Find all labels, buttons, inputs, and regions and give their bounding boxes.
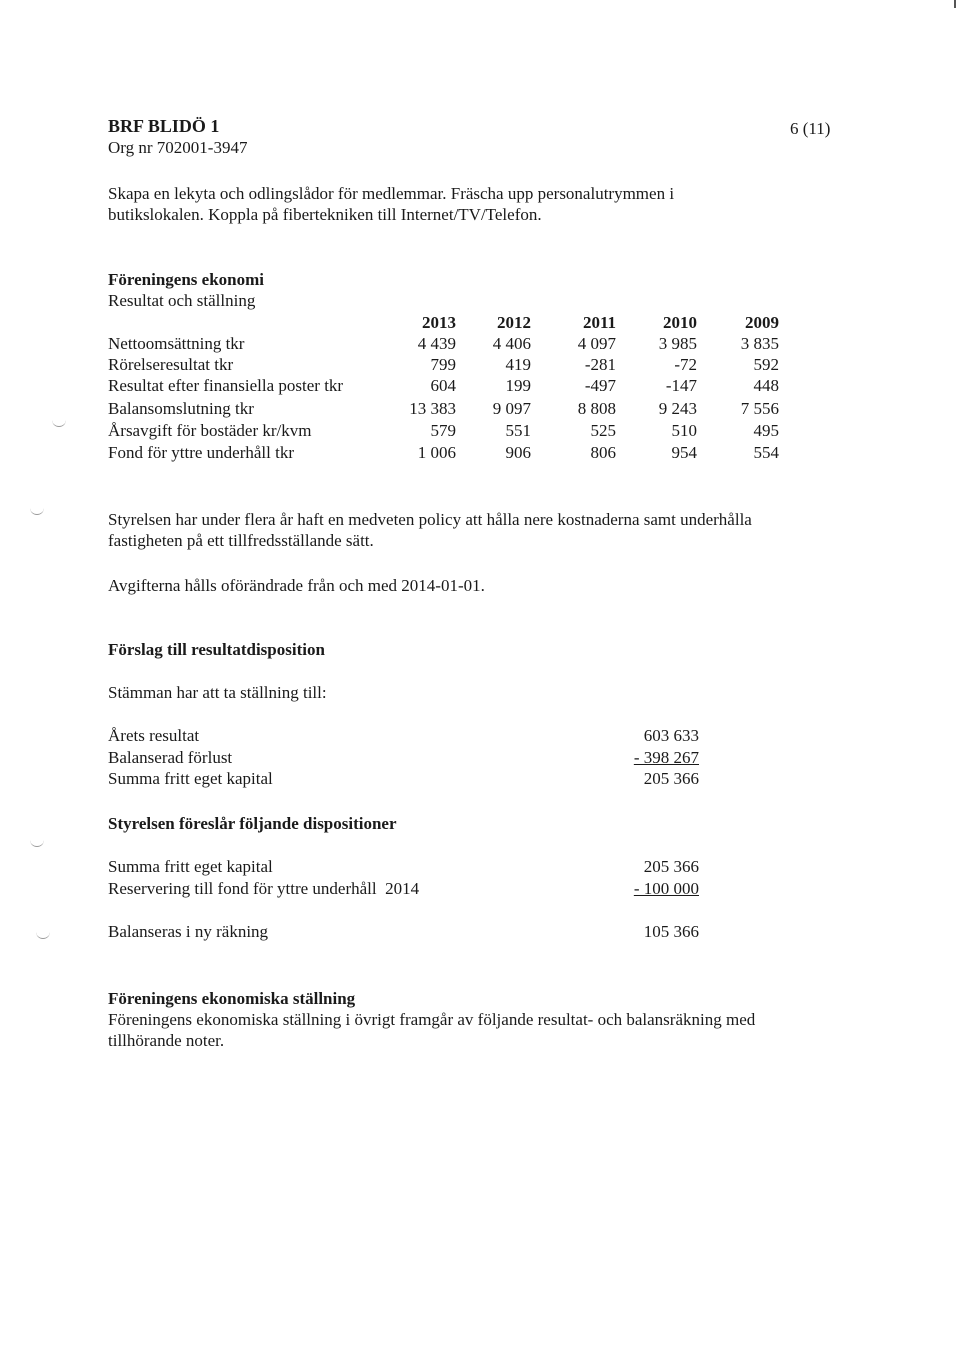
cell-value: 4 406 [492,334,531,353]
page-number: 6 (11) [790,119,831,138]
cell-value: 3 835 [740,334,779,353]
cell-value: 906 [505,443,531,462]
table-row [0,375,960,396]
row-label: Årsavgift för bostäder kr/kvm [108,421,312,440]
proposal-item-value: 205 366 [643,769,699,788]
proposal-item-value: - 398 267 [633,748,699,767]
cell-value: 525 [590,421,616,440]
punch-hole-mark [30,504,44,515]
table-row [0,420,960,441]
cell-value: 495 [753,421,779,440]
cell-value: 7 556 [740,399,779,418]
year-header: 2011 [582,313,616,332]
cell-value: 199 [505,376,531,395]
proposal-item-label: Årets resultat [108,726,200,745]
table-row [0,333,960,354]
punch-hole-mark [36,928,50,939]
cell-value: 13 383 [409,399,456,418]
cell-value: 551 [505,421,531,440]
disposition-value: - 100 000 [633,879,699,898]
disposition-label: Reservering till fond för yttre underhåll 2014 [108,879,420,898]
cell-value: 1 006 [417,443,456,462]
row-label: Rörelseresultat tkr [108,355,234,374]
punch-hole-mark [30,836,44,847]
cell-value: 592 [753,355,779,374]
position-heading: Föreningens ekonomiska ställning [108,989,356,1008]
carry-forward-label: Balanseras i ny räkning [108,922,269,941]
cell-value: 419 [505,355,531,374]
cell-value: 604 [430,376,456,395]
proposal-item-label: Balanserad förlust [108,748,233,767]
cell-value: 954 [671,443,697,462]
cell-value: 554 [753,443,779,462]
cell-value: 510 [671,421,697,440]
proposal-heading: Förslag till resultatdisposition [108,640,325,659]
org-number: Org nr 702001-3947 [108,138,248,157]
cell-value: 3 985 [658,334,697,353]
table-row [0,398,960,419]
cell-value: 8 808 [577,399,616,418]
row-label: Balansomslutning tkr [108,399,254,418]
cell-value: 579 [430,421,456,440]
position-line-1: Föreningens ekonomiska ställning i övrigt framgår av följande resultat- och balansräkning med [108,1010,756,1029]
row-label: Fond för yttre underhåll tkr [108,443,295,462]
org-name: BRF BLIDÖ 1 [108,116,220,136]
economy-heading: Föreningens ekonomi [108,270,265,289]
disposition-label: Summa fritt eget kapital [108,857,273,876]
position-line-2: tillhörande noter. [108,1031,225,1050]
cell-value: 9 243 [658,399,697,418]
year-header: 2010 [663,313,697,332]
table-header-row [0,312,960,333]
table-row [0,354,960,375]
policy-line-2: fastigheten på ett tillfredsställande sätt. [108,531,374,550]
cell-value: -281 [584,355,616,374]
year-header: 2009 [745,313,779,332]
cell-value: 806 [590,443,616,462]
row-label: Resultat efter finansiella poster tkr [108,376,344,395]
year-header: 2012 [497,313,531,332]
cell-value: 799 [430,355,456,374]
proposal-intro: Stämman har att ta ställning till: [108,683,327,702]
year-header: 2013 [422,313,456,332]
cell-value: 448 [753,376,779,395]
board-proposal-heading: Styrelsen föreslår följande dispositioner [108,814,397,833]
proposal-item-label: Summa fritt eget kapital [108,769,273,788]
row-label: Nettoomsättning tkr [108,334,245,353]
cell-value: -147 [665,376,697,395]
fees-note: Avgifterna hålls oförändrade från och med 2014-01-01. [108,576,485,595]
scan-edge-mark [954,0,956,8]
proposal-item-value: 603 633 [643,726,699,745]
policy-line-1: Styrelsen har under flera år haft en medveten policy att hålla nere kostnaderna samt underhålla [108,510,752,529]
cell-value: 4 439 [417,334,456,353]
carry-forward-value: 105 366 [643,922,699,941]
intro-line-2: butikslokalen. Koppla på fibertekniken till Internet/TV/Telefon. [108,205,542,224]
cell-value: -497 [584,376,616,395]
disposition-value: 205 366 [643,857,699,876]
intro-line-1: Skapa en lekyta och odlingslådor för medlemmar. Fräscha upp personalutrymmen i [108,184,675,203]
economy-subheading: Resultat och ställning [108,291,256,310]
cell-value: 4 097 [577,334,616,353]
cell-value: 9 097 [492,399,531,418]
table-row [0,442,960,463]
cell-value: -72 [674,355,697,374]
